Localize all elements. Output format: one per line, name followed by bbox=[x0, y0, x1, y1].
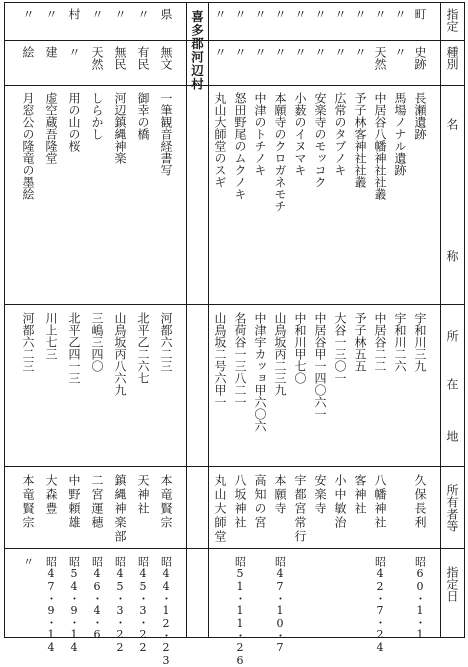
header-kind: 種別 bbox=[445, 46, 459, 70]
row-designation: 県 bbox=[159, 8, 173, 20]
row-name: 安楽寺のモッコク bbox=[313, 92, 327, 188]
row-designation: 〃 bbox=[273, 8, 287, 20]
row-designation: 〃 bbox=[253, 8, 267, 20]
row-designation-date: 昭60・1・1 bbox=[413, 556, 427, 641]
header-location-3: 地 bbox=[445, 430, 459, 442]
row-designation: 〃 bbox=[136, 8, 150, 20]
row-kind: 〃 bbox=[293, 46, 307, 58]
row-designation-date: 昭54・9・14 bbox=[67, 556, 81, 654]
row-owner: 中野頼雄 bbox=[67, 474, 81, 530]
row-designation: 〃 bbox=[21, 8, 35, 20]
row-location: 河都六二三 bbox=[159, 312, 173, 372]
row-name: 河辺鎮縄神楽 bbox=[113, 92, 127, 164]
row-designation: 〃 bbox=[90, 8, 104, 20]
row-designation-date: 昭45・3・22 bbox=[113, 556, 127, 654]
row-owner: 本竜賢宗 bbox=[21, 474, 35, 530]
row-designation-date: 昭45・3・22 bbox=[136, 556, 150, 654]
section-label: 喜多郡河辺村 bbox=[189, 10, 205, 91]
row-designation: 〃 bbox=[393, 8, 407, 20]
row-name: 中津のトチノキ bbox=[253, 92, 267, 176]
row-owner: 大森豊 bbox=[44, 474, 58, 516]
row-owner: 鎮縄神楽部 bbox=[113, 474, 127, 544]
row-location: 中和川甲七〇 bbox=[293, 312, 307, 384]
row-owner: 本願寺 bbox=[273, 474, 287, 516]
row-name: 御幸の橋 bbox=[136, 92, 150, 140]
row-name: 長瀬遺跡 bbox=[413, 92, 427, 140]
section-divider-right bbox=[208, 2, 209, 638]
header-name-2: 称 bbox=[445, 250, 459, 262]
row-kind: 〃 bbox=[213, 46, 227, 58]
row-owner: 小中敏治 bbox=[333, 474, 347, 530]
row-name: 丸山大師堂のスギ bbox=[213, 92, 227, 188]
row-kind: 無民 bbox=[113, 46, 127, 70]
row-owner: 天神社 bbox=[136, 474, 150, 516]
row-designation: 〃 bbox=[113, 8, 127, 20]
row-kind: 無文 bbox=[159, 46, 173, 70]
row-name: 馬場ノナル遺跡 bbox=[393, 92, 407, 176]
row-location: 河都六二三 bbox=[21, 312, 35, 372]
row-location: 山鳥坂丙八六九 bbox=[113, 312, 127, 396]
row-kind: 〃 bbox=[233, 46, 247, 58]
row-location: 大谷一三〇一 bbox=[333, 312, 347, 384]
row-designation: 〃 bbox=[293, 8, 307, 20]
row-designation-date: 〃 bbox=[21, 556, 35, 567]
divider-h-3 bbox=[4, 548, 465, 549]
row-location: 中津宇カッョ甲六〇六 bbox=[253, 312, 267, 432]
row-kind: 〃 bbox=[393, 46, 407, 58]
row-location: 名荷谷一三八二一 bbox=[233, 312, 247, 408]
row-kind: 天然 bbox=[90, 46, 104, 70]
header-location-1: 所 bbox=[445, 330, 459, 342]
row-designation-date: 昭46・4・6 bbox=[90, 556, 104, 641]
header-column-divider bbox=[440, 2, 441, 638]
divider-h-1 bbox=[4, 304, 465, 305]
row-name: 一筆観音経書写 bbox=[159, 92, 173, 176]
row-owner: 高知の宮 bbox=[253, 474, 267, 530]
row-location: 宇和川二六 bbox=[393, 312, 407, 372]
row-name: 用の山の桜 bbox=[67, 92, 81, 152]
row-kind: 天然 bbox=[373, 46, 387, 70]
row-kind: 〃 bbox=[353, 46, 367, 58]
row-designation: 〃 bbox=[353, 8, 367, 20]
row-designation-date: 昭51・11・26 bbox=[233, 556, 247, 667]
header-designation: 指定 bbox=[445, 8, 459, 32]
row-location: 宇和川三九 bbox=[413, 312, 427, 372]
row-designation: 〃 bbox=[373, 8, 387, 20]
row-name: 怒田野尾のムクノキ bbox=[233, 92, 247, 200]
row-designation-date: 昭44・12・23 bbox=[159, 556, 173, 667]
row-name: 予子林客神社社叢 bbox=[353, 92, 367, 188]
row-owner: 宇都宮常行 bbox=[293, 474, 307, 544]
row-kind: 建 bbox=[44, 46, 58, 58]
row-designation-date: 昭47・9・14 bbox=[44, 556, 58, 654]
row-designation: 〃 bbox=[333, 8, 347, 20]
row-designation: 〃 bbox=[313, 8, 327, 20]
row-location: 北平乙四一三 bbox=[67, 312, 81, 384]
row-owner: 本竜賢宗 bbox=[159, 474, 173, 530]
row-location: 三嶋三四〇 bbox=[90, 312, 104, 372]
row-name: 虚空蔵吾隆堂 bbox=[44, 92, 58, 164]
row-name: 本願寺のクロガネモチ bbox=[273, 92, 287, 212]
row-designation: 村 bbox=[67, 8, 81, 20]
row-kind: 〃 bbox=[333, 46, 347, 58]
row-name: 中居谷八幡神社社叢 bbox=[373, 92, 387, 200]
row-owner: 久保長利 bbox=[413, 474, 427, 530]
header-location-2: 在 bbox=[445, 378, 459, 390]
row-designation: 〃 bbox=[213, 8, 227, 20]
row-name: しらかし bbox=[90, 92, 104, 140]
row-location: 北平乙二六七 bbox=[136, 312, 150, 384]
row-kind: 史跡 bbox=[413, 46, 427, 70]
row-location: 山鳥坂丙二三九 bbox=[273, 312, 287, 396]
row-owner: 八幡神社 bbox=[373, 474, 387, 530]
row-designation-date: 昭47・10・7 bbox=[273, 556, 287, 654]
header-name-1: 名 bbox=[445, 118, 459, 130]
row-name: 月窓公の隆竜の墨絵 bbox=[21, 92, 35, 200]
row-designation-date: 昭42・7・24 bbox=[373, 556, 387, 654]
row-owner: 丸山大師堂 bbox=[213, 474, 227, 544]
row-kind: 〃 bbox=[253, 46, 267, 58]
row-owner: 八坂神社 bbox=[233, 474, 247, 530]
row-owner: 客神社 bbox=[353, 474, 367, 516]
row-name: 広常のタブノキ bbox=[333, 92, 347, 176]
row-kind: 絵 bbox=[21, 46, 35, 58]
row-designation: 町 bbox=[413, 8, 427, 20]
row-designation: 〃 bbox=[233, 8, 247, 20]
row-kind: 〃 bbox=[273, 46, 287, 58]
row-location: 川上七三 bbox=[44, 312, 58, 360]
row-kind: 〃 bbox=[313, 46, 327, 58]
row-designation: 〃 bbox=[44, 8, 58, 20]
row-location: 予子林五五 bbox=[353, 312, 367, 372]
row-owner: 安楽寺 bbox=[313, 474, 327, 516]
row-location: 中居谷甲一四〇六一 bbox=[313, 312, 327, 420]
header-date: 指定日 bbox=[445, 566, 459, 602]
divider-h-4 bbox=[4, 40, 465, 41]
row-kind: 有民 bbox=[136, 46, 150, 70]
row-location: 中居谷二二 bbox=[373, 312, 387, 372]
row-name: 小薮のイヌマキ bbox=[293, 92, 307, 176]
row-kind: 〃 bbox=[67, 46, 81, 58]
divider-h-5 bbox=[4, 85, 465, 86]
section-divider-left bbox=[186, 2, 187, 638]
row-location: 山鳥坂二号六甲一 bbox=[213, 312, 227, 408]
divider-h-2 bbox=[4, 466, 465, 467]
row-owner: 二宮運穂 bbox=[90, 474, 104, 530]
header-owner: 所有者等 bbox=[445, 484, 459, 532]
